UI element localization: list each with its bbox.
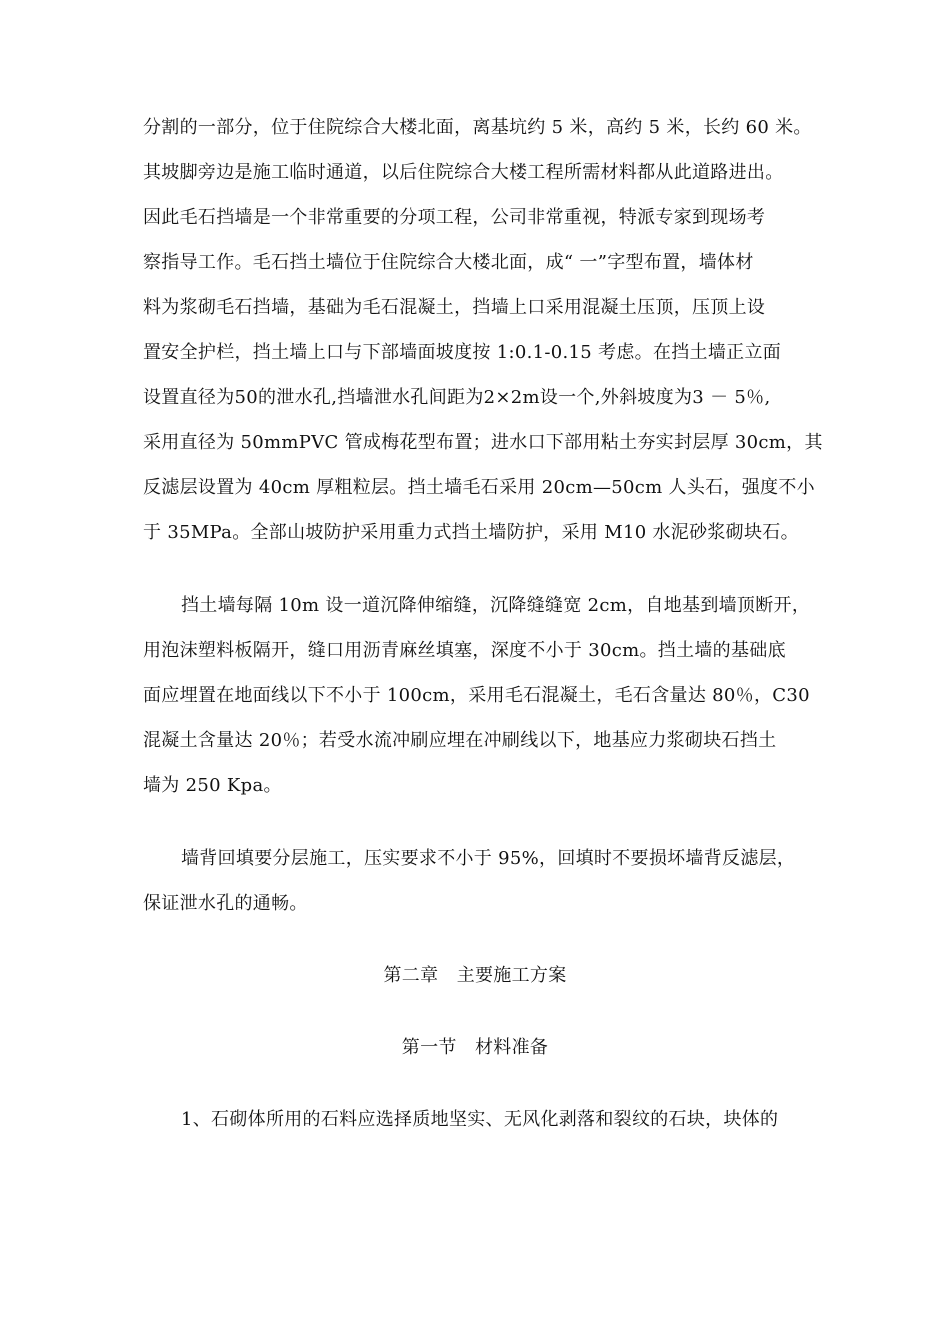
paragraph-line: 混凝土含量达 20％；若受水流冲刷应埋在冲刷线以下，地基应力浆砌块石挡土 bbox=[143, 730, 777, 751]
paragraph-line: 其坡脚旁边是施工临时通道，以后住院综合大楼工程所需材料都从此道路进出。 bbox=[143, 162, 784, 183]
paragraph-line: 用泡沫塑料板隔开，缝口用沥青麻丝填塞，深度不小于 30cm。挡土墙的基础底 bbox=[143, 640, 786, 661]
section-heading: 第一节 材料准备 bbox=[401, 1037, 549, 1058]
paragraph-line: 采用直径为 50mmPVC 管成梅花型布置；进水口下部用粘土夯实封层厚 30cm，其 bbox=[143, 432, 823, 453]
paragraph-line: 1、石砌体所用的石料应选择质地坚实、无风化剥落和裂纹的石块，块体的 bbox=[181, 1109, 779, 1130]
paragraph-line: 分割的一部分，位于住院综合大楼北面，离基坑约 5 米，高约 5 米，长约 60 米。 bbox=[143, 117, 812, 138]
chapter-heading: 第二章 主要施工方案 bbox=[383, 965, 567, 986]
paragraph-line: 保证泄水孔的通畅。 bbox=[143, 893, 308, 914]
paragraph-line: 因此毛石挡墙是一个非常重要的分项工程，公司非常重视，特派专家到现场考 bbox=[143, 207, 766, 228]
paragraph-line: 察指导工作。毛石挡土墙位于住院综合大楼北面，成“ 一”字型布置，墙体材 bbox=[143, 252, 754, 273]
paragraph-line: 墙背回填要分层施工，压实要求不小于 95%，回填时不要损坏墙背反滤层， bbox=[181, 848, 796, 869]
paragraph-line: 于 35MPa。全部山坡防护采用重力式挡土墙防护，采用 M10 水泥砂浆砌块石。 bbox=[143, 522, 799, 543]
paragraph-line: 设置直径为50的泄水孔,挡墙泄水孔间距为2×2m设一个,外斜坡度为3 － 5％, bbox=[143, 387, 771, 408]
paragraph-line: 挡土墙每隔 10m 设一道沉降伸缩缝，沉降缝缝宽 2cm，自地基到墙顶断开， bbox=[181, 595, 811, 616]
paragraph-line: 料为浆砌毛石挡墙，基础为毛石混凝土，挡墙上口采用混凝土压顶，压顶上设 bbox=[143, 297, 766, 318]
paragraph-line: 置安全护栏，挡土墙上口与下部墙面坡度按 1:0.1-0.15 考虑。在挡土墙正立面 bbox=[143, 342, 782, 363]
paragraph-line: 墙为 250 Kpa。 bbox=[143, 775, 282, 796]
paragraph-line: 面应埋置在地面线以下不小于 100cm，采用毛石混凝土，毛石含量达 80％，C30 bbox=[143, 685, 810, 706]
paragraph-line: 反滤层设置为 40cm 厚粗粒层。挡土墙毛石采用 20cm—50cm 人头石，强度不小 bbox=[143, 477, 815, 498]
